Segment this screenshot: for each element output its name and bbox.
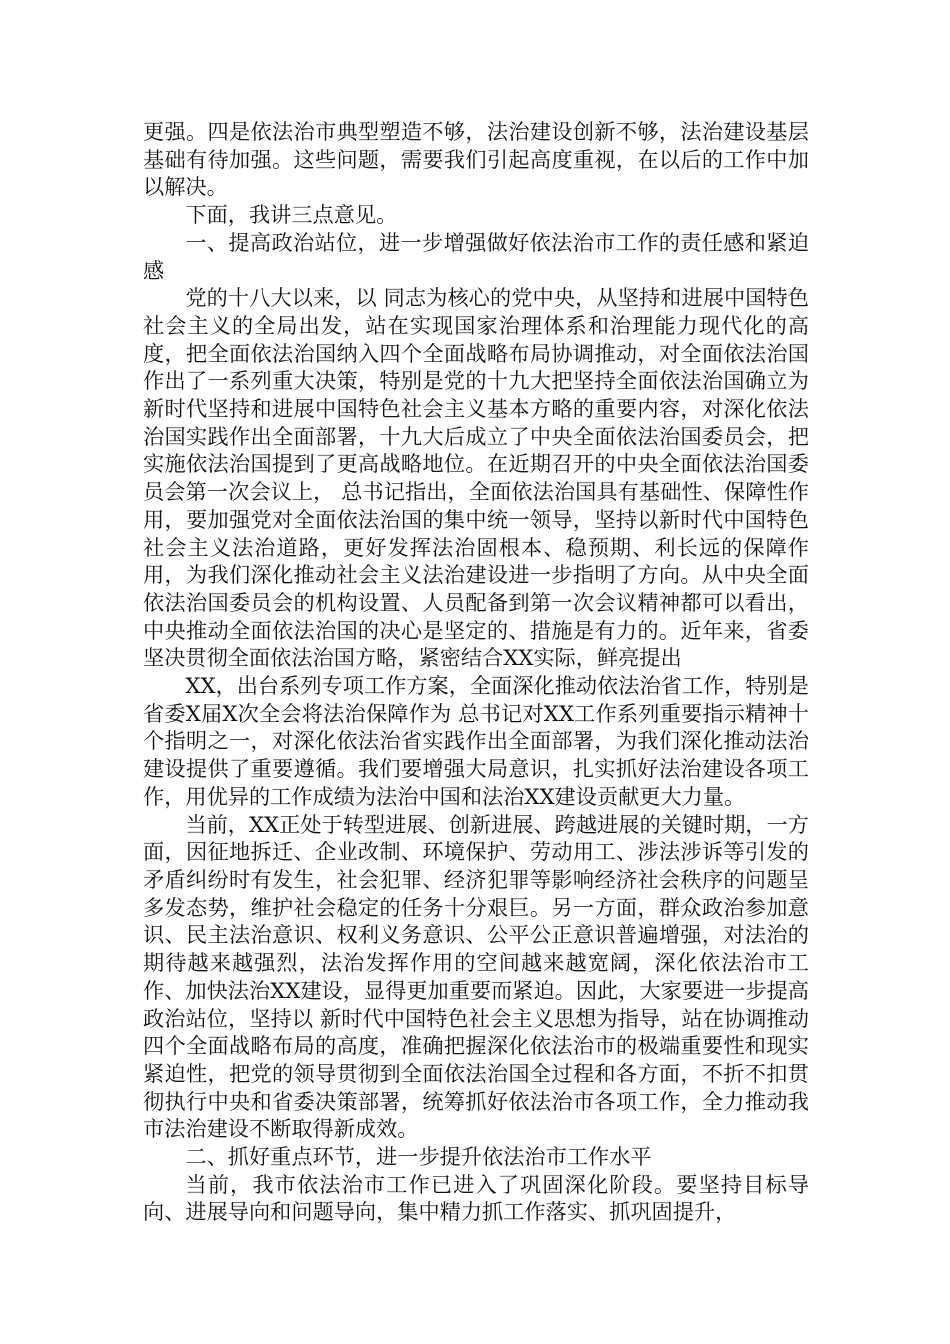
document-body: [143, 118, 809, 1226]
paragraph-central-committee: 党的十八大以来，以 同志为核心的党中央，从坚持和进展中国特色社会主义的全局出发，站在实现国家治理体系和治理能力现代化的高度，把全面依法治国纳入四个全面战略布局协调推动，对全面依法治国作出了一系列重大决策，特别是党的十九大把坚持全面依法治国确立为新时代坚持和进展中国特色社会主义基本方略的重要内容，对深化依法治国实践作出全面部署，十九大后成立了中央全面依法治国委员会，把实施依法治国提到了更高战略地位。在近期召开的中央全面依法治国委员会第一次会议上， 总书记指出，全面依法治国具有基础性、保障性作用，要加强党对全面依法治国的集中统一领导，坚持以新时代中国特色社会主义法治道路，更好发挥法治固根本、稳预期、利长远的保障作用，为我们深化推动社会主义法治建设进一步指明了方向。从中央全面依法治国委员会的机构设置、人员配备到第一次会议精神都可以看出，中央推动全面依法治国的决心是坚定的、措施是有力的。近年来，省委坚决贯彻全面依法治国方略，紧密结合XX实际，鲜亮提出: [143, 285, 809, 671]
paragraph-provincial-plan: XX，出台系列专项工作方案，全面深化推动依法治省工作，特别是省委X届X次全会将法治保障作为 总书记对XX工作系列重要指示精神十个指明之一，对深化依法治省实践作出全面部署，为我们深化推动法治建设提供了重要遵循。我们要增强大局意识，扎实抓好法治建设各项工作，用优异的工作成绩为法治中国和法治XX建设贡献更大力量。: [143, 673, 809, 809]
paragraph-three-points-intro: 下面，我讲三点意见。: [185, 202, 398, 228]
paragraph-problems-summary: 更强。四是依法治市典型塑造不够，法治建设创新不够，法治建设基层基础有待加强。这些问题，需要我们引起高度重视，在以后的工作中加以解决。: [143, 119, 809, 200]
paragraph-consolidation-stage: 当前，我市依法治市工作已进入了巩固深化阶段。要坚持目标导向、进展导向和问题导向，集中精力抓工作落实、抓巩固提升，: [143, 1171, 809, 1225]
paragraph-current-situation: 当前，XX正处于转型进展、创新进展、跨越进展的关键时期，一方面，因征地拆迁、企业改制、环境保护、劳动用工、涉法涉诉等引发的矛盾纠纷时有发生，社会犯罪、经济犯罪等影响经济社会秩序的问题呈多发态势，维护社会稳定的任务十分艰巨。另一方面，群众政治参加意识、民主法治意识、权利义务意识、公平公正意识普遍增强，对法治的期待越来越强烈，法治发挥作用的空间越来越宽阔，深化依法治市工作、加快法治XX建设，显得更加重要而紧迫。因此，大家要进一步提高政治站位，坚持以 新时代中国特色社会主义思想为指导，站在协调推动四个全面战略布局的高度，准确把握深化依法治市的极端重要性和现实紧迫性，把党的领导贯彻到全面依法治国全过程和各方面，不折不扣贯彻执行中央和省委决策部署，统筹抓好依法治市各项工作，全力推动我市法治建设不断取得新成效。: [143, 811, 809, 1142]
section-heading-two: 二、抓好重点环节，进一步提升依法治市工作水平: [185, 1144, 652, 1170]
section-heading-one: 一、提高政治站位，进一步增强做好依法治市工作的责任感和紧迫感: [143, 229, 809, 283]
